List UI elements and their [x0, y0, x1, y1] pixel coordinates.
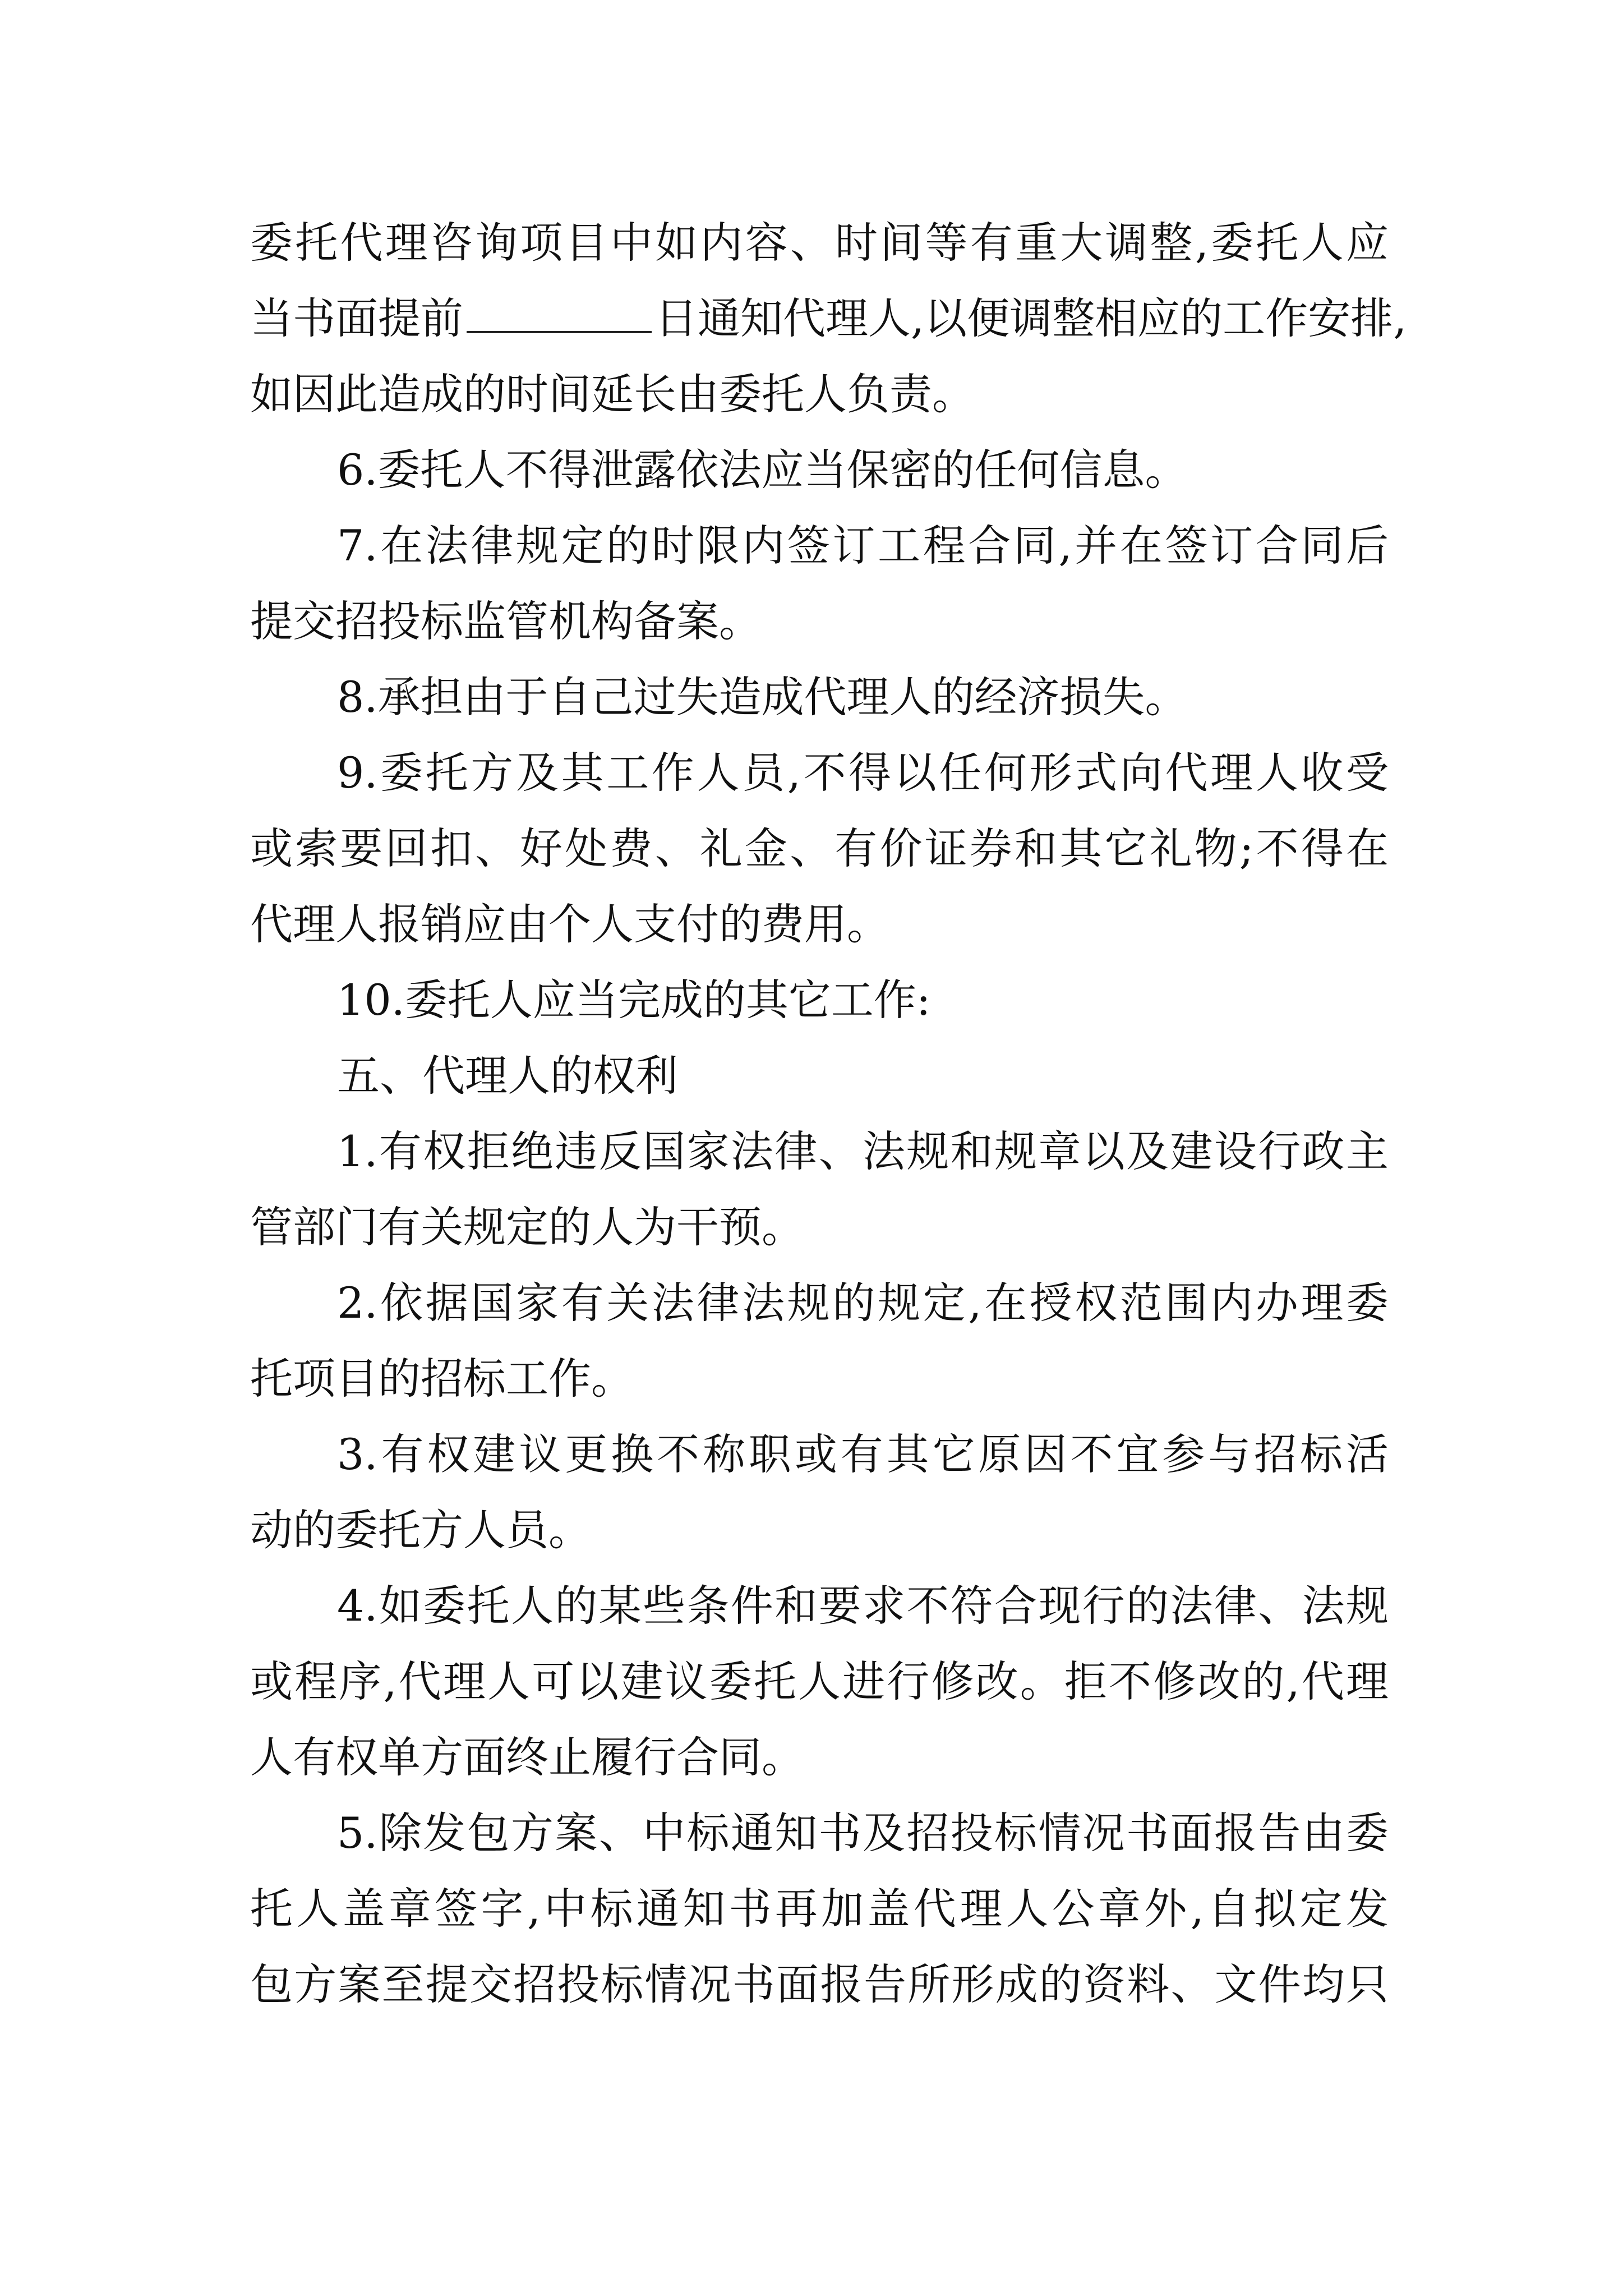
text-line: 如因此造成的时间延长由委托人负责。: [250, 369, 975, 419]
text-line: 代理人报销应由个人支付的费用。: [250, 899, 889, 949]
text-line: 6.委托人不得泄露依法应当保密的任何信息。: [337, 445, 1188, 495]
fill-in-blank[interactable]: [467, 296, 652, 333]
text-fragment: 当书面提前: [250, 293, 463, 343]
text-line: 人有权单方面终止履行合同。: [250, 1732, 804, 1782]
text-line: 委托代理咨询项目中如内容、时间等有重大调整,委托人应: [250, 218, 1389, 268]
text-line: 3.有权建议更换不称职或有其它原因不宜参与招标活: [337, 1429, 1389, 1479]
text-line: 或索要回扣、好处费、礼金、有价证券和其它礼物;不得在: [250, 823, 1389, 873]
text-line: 包方案至提交招投标情况书面报告所形成的资料、文件均只: [250, 1959, 1389, 2009]
text-line: 7.在法律规定的时限内签订工程合同,并在签订合同后: [337, 521, 1389, 570]
text-line: 5.除发包方案、中标通知书及招投标情况书面报告由委: [337, 1808, 1389, 1858]
text-line: 动的委托方人员。: [250, 1505, 591, 1555]
text-line: 9.委托方及其工作人员,不得以任何形式向代理人收受: [337, 748, 1389, 798]
text-line-with-blank: [250, 285, 1407, 352]
text-line: 托项目的招标工作。: [250, 1354, 634, 1404]
text-fragment: 日通知代理人,以便调整相应的工作安排,: [655, 293, 1407, 343]
text-line: 10.委托人应当完成的其它工作:: [337, 975, 931, 1025]
text-line: 托人盖章签字,中标通知书再加盖代理人公章外,自拟定发: [250, 1884, 1389, 1934]
text-line: 1.有权拒绝违反国家法律、法规和规章以及建设行政主: [337, 1126, 1389, 1176]
text-line: 2.依据国家有关法律法规的规定,在授权范围内办理委: [337, 1278, 1389, 1328]
text-line: 提交招投标监管机构备案。: [250, 596, 762, 646]
text-line: 管部门有关规定的人为干预。: [250, 1202, 804, 1252]
text-line: 8.承担由于自己过失造成代理人的经济损失。: [337, 672, 1188, 722]
section-heading: 五、代理人的权利: [337, 1051, 678, 1101]
text-line: 或程序,代理人可以建议委托人进行修改。拒不修改的,代理: [250, 1657, 1389, 1706]
text-line: 4.如委托人的某些条件和要求不符合现行的法律、法规: [337, 1581, 1389, 1631]
